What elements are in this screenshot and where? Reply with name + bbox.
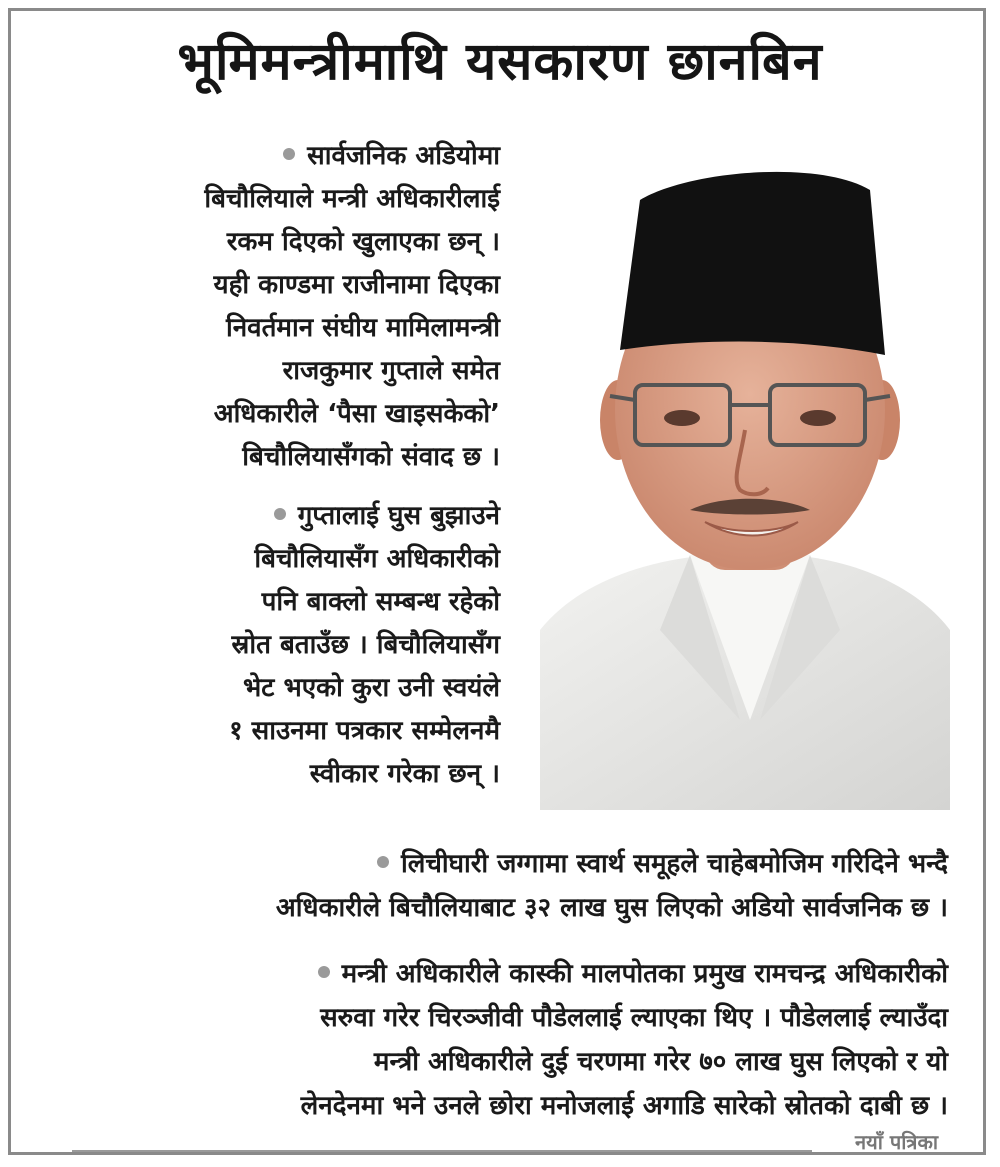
wide-paragraph-1 bbox=[60, 842, 948, 930]
text-line: सरुवा गरेर चिरञ्जीवी पौडेललाई ल्याएका थिए । पौडेललाई ल्याउँदा bbox=[320, 1003, 948, 1033]
topi-hat-shape bbox=[620, 172, 885, 355]
text-line: लिचीघारी जग्गामा स्वार्थ समूहले चाहेबमोजिम गरिदिने भन्दै bbox=[401, 849, 948, 879]
bullet-icon bbox=[274, 508, 286, 520]
bullet-icon bbox=[377, 856, 389, 868]
text-line: भेट भएको कुरा उनी स्वयंले bbox=[243, 673, 500, 703]
text-line: बिचौलियासँग अधिकारीको bbox=[254, 544, 500, 574]
text-line: स्रोत बताउँछ । बिचौलियासँग bbox=[231, 630, 500, 660]
text-line: मन्त्री अधिकारीले कास्की मालपोतका प्रमुख रामचन्द्र अधिकारीको bbox=[341, 959, 948, 989]
headline: भूमिमन्त्रीमाथि यसकारण छानबिन bbox=[177, 32, 823, 92]
column-paragraph-1 bbox=[60, 135, 500, 479]
bullet-icon bbox=[318, 966, 330, 978]
text-line: राजकुमार गुप्ताले समेत bbox=[282, 356, 500, 386]
text-line: सार्वजनिक अडियोमा bbox=[307, 141, 500, 171]
text-line: यही काण्डमा राजीनामा दिएका bbox=[213, 270, 500, 300]
text-line: १ साउनमा पत्रकार सम्मेलनमै bbox=[229, 716, 500, 746]
column-paragraph-2 bbox=[60, 495, 500, 796]
text-line: लेनदेनमा भने उनले छोरा मनोजलाई अगाडि सारेको स्रोतको दाबी छ । bbox=[300, 1091, 948, 1121]
text-line: अधिकारीले बिचौलियाबाट ३२ लाख घुस लिएको अडियो सार्वजनिक छ । bbox=[275, 893, 948, 923]
text-line: स्वीकार गरेका छन् । bbox=[309, 759, 500, 789]
text-line: पनि बाक्लो सम्बन्ध रहेको bbox=[261, 587, 500, 617]
brand-label: नयाँ पत्रिका bbox=[855, 1130, 938, 1154]
text-line: रकम दिएको खुलाएका छन् । bbox=[226, 227, 500, 257]
text-line: मन्त्री अधिकारीले दुई चरणमा गरेर ७० लाख घुस लिएको र यो bbox=[373, 1047, 948, 1077]
text-line: अधिकारीले ‘पैसा खाइसकेको’ bbox=[213, 399, 500, 429]
wide-paragraph-2 bbox=[60, 952, 948, 1128]
footer-divider bbox=[72, 1150, 812, 1152]
text-line: निवर्तमान संघीय मामिलामन्त्री bbox=[225, 313, 500, 343]
column-text bbox=[60, 135, 500, 812]
text-line: गुप्तालाई घुस बुझाउने bbox=[297, 501, 500, 531]
minister-photo bbox=[540, 160, 950, 810]
text-line: बिचौलियासँगको संवाद छ । bbox=[242, 442, 500, 472]
bullet-icon bbox=[283, 148, 295, 160]
text-line: बिचौलियाले मन्त्री अधिकारीलाई bbox=[204, 184, 500, 214]
